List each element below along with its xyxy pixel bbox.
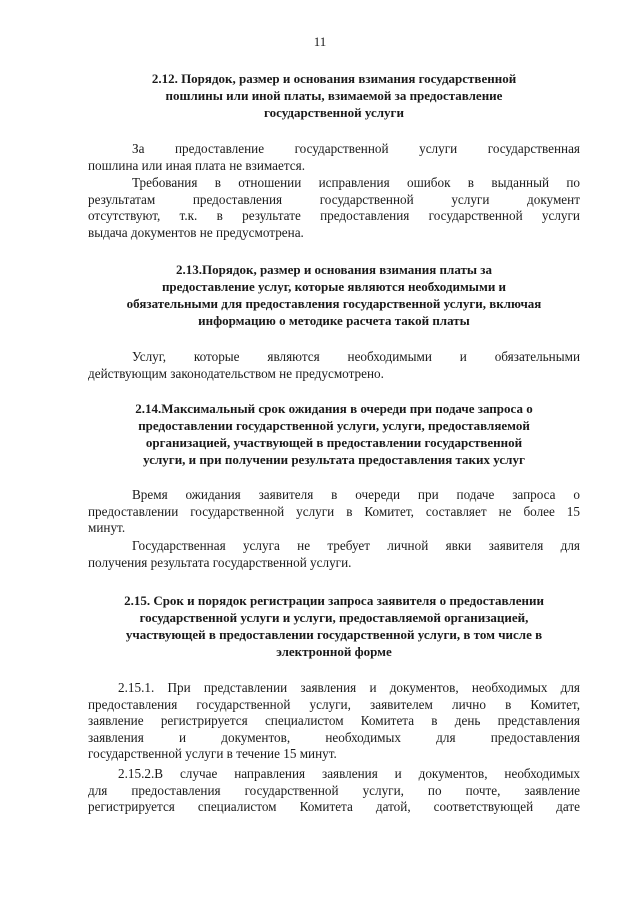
heading-line: обязательными для предоставления государственной услуги, включая: [126, 296, 542, 311]
heading-line: электронной форме: [276, 644, 392, 659]
heading-line: предоставлении государственной услуги, услуги, предоставляемой: [138, 418, 530, 433]
page-number: 11: [313, 34, 327, 49]
section-heading-2-13: [88, 261, 580, 329]
heading-line: услуги, и при получении результата предоставления таких услуг: [143, 452, 525, 467]
text-line: выдача документов не предусмотрена.: [88, 224, 304, 240]
heading-line: 2.13.Порядок, размер и основания взимания платы за: [176, 262, 492, 277]
text-line: Время ожидания заявителя в очереди при подаче запроса о: [132, 487, 580, 502]
text-line: За предоставление государственной услуги государственная: [132, 141, 580, 156]
text-line: Услуг, которые являются необходимыми и обязательными: [132, 349, 580, 364]
heading-line: 2.12. Порядок, размер и основания взимания государственной: [151, 71, 517, 86]
text-line: для предоставления государственной услуги, по почте, заявление: [88, 782, 580, 798]
paragraph: [88, 349, 580, 382]
heading-line: государственной услуги: [264, 105, 404, 120]
text-line: отсутствуют, т.к. в результате предоставления государственной услуги: [88, 208, 580, 223]
paragraph: [88, 141, 580, 174]
heading-line: организацией, участвующей в предоставлении государственной: [145, 435, 523, 450]
text-line: действующим законодательством не предусмотрено.: [88, 365, 384, 381]
heading-line: государственной услуги и услуги, предоставляемой организацией,: [139, 610, 529, 625]
text-line: предоставлении государственной услуги в Комитет, составляет не более 15: [88, 503, 580, 519]
text-line: пошлина или иная плата не взимается.: [88, 157, 306, 173]
heading-line: участвующей в предоставлении государственной услуги, в том числе в: [125, 627, 543, 642]
text-line: получения результата государственной услуги.: [88, 554, 352, 570]
paragraph: [88, 538, 580, 571]
paragraph: [88, 487, 580, 537]
heading-line: 2.15. Срок и порядок регистрации запроса заявителя о предоставлении: [124, 593, 544, 608]
paragraph: [88, 175, 580, 241]
paragraph: [88, 766, 580, 816]
section-heading-2-12: [88, 70, 580, 121]
text-line: предоставления государственной услуги, заявителем лично в Комитет,: [88, 696, 580, 712]
text-line: заявления и документов, необходимых для предоставления: [88, 729, 580, 745]
text-line: Требования в отношении исправления ошибок в выданный по: [132, 175, 580, 190]
text-line: результатам предоставления государственной услуги документ: [88, 191, 580, 207]
heading-line: предоставление услуг, которые являются необходимыми и: [161, 279, 507, 294]
text-line: Государственная услуга не требует личной явки заявителя для: [132, 538, 580, 553]
text-line: заявление регистрируется специалистом Комитета в день представления: [88, 713, 580, 728]
text-line: 2.15.1. При представлении заявления и документов, необходимых для: [118, 680, 580, 695]
text-line: минут.: [88, 520, 126, 535]
text-line: 2.15.2.В случае направления заявления и документов, необходимых: [118, 766, 580, 781]
section-heading-2-14: [88, 400, 580, 468]
heading-line: пошлины или иной платы, взимаемой за предоставление: [165, 88, 503, 103]
text-line: регистрируется специалистом Комитета датой, соответствующей дате: [88, 799, 580, 814]
heading-line: 2.14.Максимальный срок ожидания в очереди при подаче запроса о: [135, 401, 533, 416]
section-heading-2-15: [88, 592, 580, 660]
heading-line: информацию о методике расчета такой платы: [198, 313, 470, 328]
paragraph: [88, 680, 580, 763]
text-line: государственной услуги в течение 15 минут.: [88, 746, 337, 761]
